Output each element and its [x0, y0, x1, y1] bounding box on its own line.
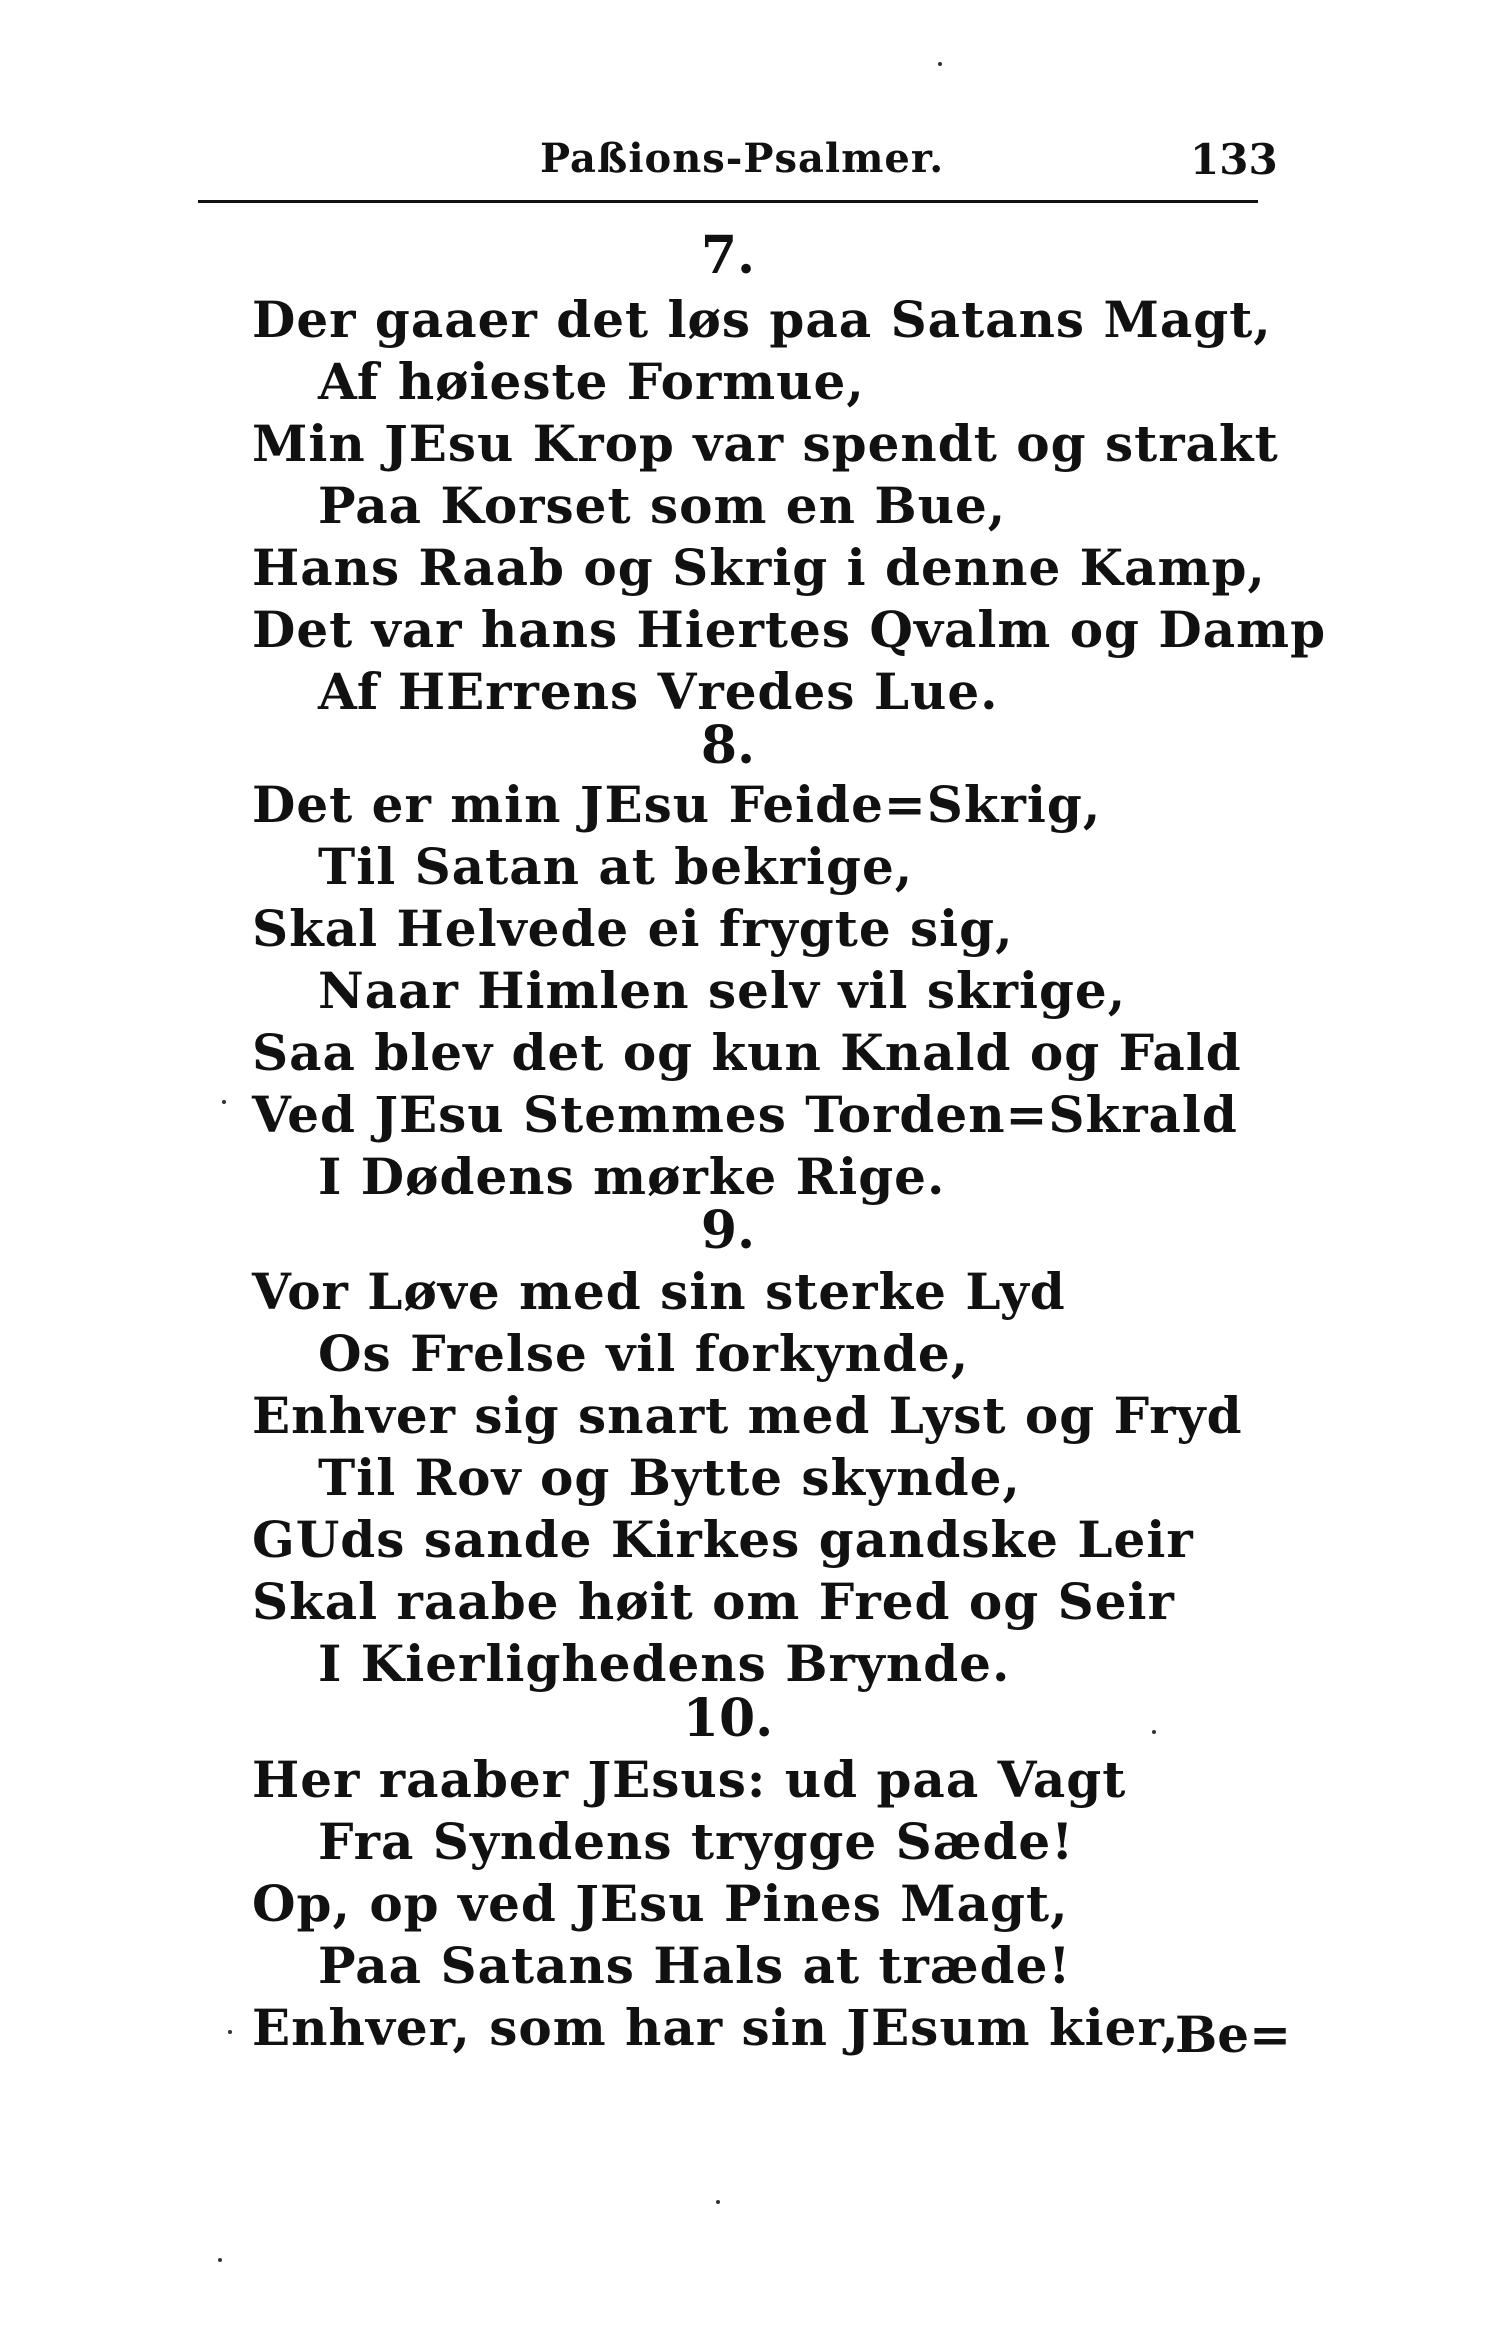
verse-line: Paa Korset som en Bue, — [318, 476, 1007, 535]
verse-line: Til Rov og Bytte skynde, — [318, 1448, 1021, 1507]
verse-number: 7. — [700, 225, 756, 286]
verse-line: Enhver, som har sin JEsum kier, — [252, 1998, 1180, 2057]
running-title: Paßions-Psalmer. — [540, 135, 945, 182]
print-speck — [228, 2030, 232, 2034]
verse-line: Skal raabe høit om Fred og Seir — [252, 1572, 1175, 1631]
verse-line: Hans Raab og Skrig i denne Kamp, — [252, 538, 1266, 597]
verse-line: Her raaber JEsus: ud paa Vagt — [252, 1750, 1127, 1809]
verse-line: Vor Løve med sin sterke Lyd — [252, 1262, 1066, 1321]
page-number: 133 — [1190, 135, 1278, 184]
verse-line: Min JEsu Krop var spendt og strakt — [252, 414, 1279, 473]
verse-number: 9. — [700, 1200, 756, 1261]
catchword: Be= — [1175, 2005, 1291, 2064]
verse-line: Naar Himlen selv vil skrige, — [318, 961, 1127, 1020]
verse-line: GUds sande Kirkes gandske Leir — [252, 1510, 1194, 1569]
verse-line: Af HErrens Vredes Lue. — [318, 662, 999, 721]
verse-line: Paa Satans Hals at træde! — [318, 1936, 1072, 1995]
print-speck — [222, 1100, 226, 1104]
verse-number: 10. — [682, 1688, 774, 1749]
verse-line: Det er min JEsu Feide=Skrig, — [252, 775, 1102, 834]
verse-line: Op, op ved JEsu Pines Magt, — [252, 1874, 1069, 1933]
verse-line: I Dødens mørke Rige. — [318, 1147, 946, 1206]
verse-line: Skal Helvede ei frygte sig, — [252, 899, 1014, 958]
verse-line: Der gaaer det løs paa Satans Magt, — [252, 290, 1272, 349]
verse-line: Fra Syndens trygge Sæde! — [318, 1812, 1075, 1871]
verse-line: Ved JEsu Stemmes Torden=Skrald — [252, 1085, 1238, 1144]
header-rule — [198, 200, 1258, 203]
print-speck — [716, 2200, 720, 2204]
verse-line: Saa blev det og kun Knald og Fald — [252, 1023, 1242, 1082]
print-speck — [938, 62, 942, 66]
print-speck — [1152, 1730, 1156, 1734]
verse-line: Enhver sig snart med Lyst og Fryd — [252, 1386, 1243, 1445]
verse-line: Til Satan at bekrige, — [318, 837, 914, 896]
verse-line: Af høieste Formue, — [318, 352, 865, 411]
verse-line: I Kierlighedens Brynde. — [318, 1634, 1011, 1693]
print-speck — [218, 2258, 222, 2262]
verse-number: 8. — [700, 715, 756, 776]
verse-line: Det var hans Hiertes Qvalm og Damp — [252, 600, 1327, 659]
verse-line: Os Frelse vil forkynde, — [318, 1324, 970, 1383]
